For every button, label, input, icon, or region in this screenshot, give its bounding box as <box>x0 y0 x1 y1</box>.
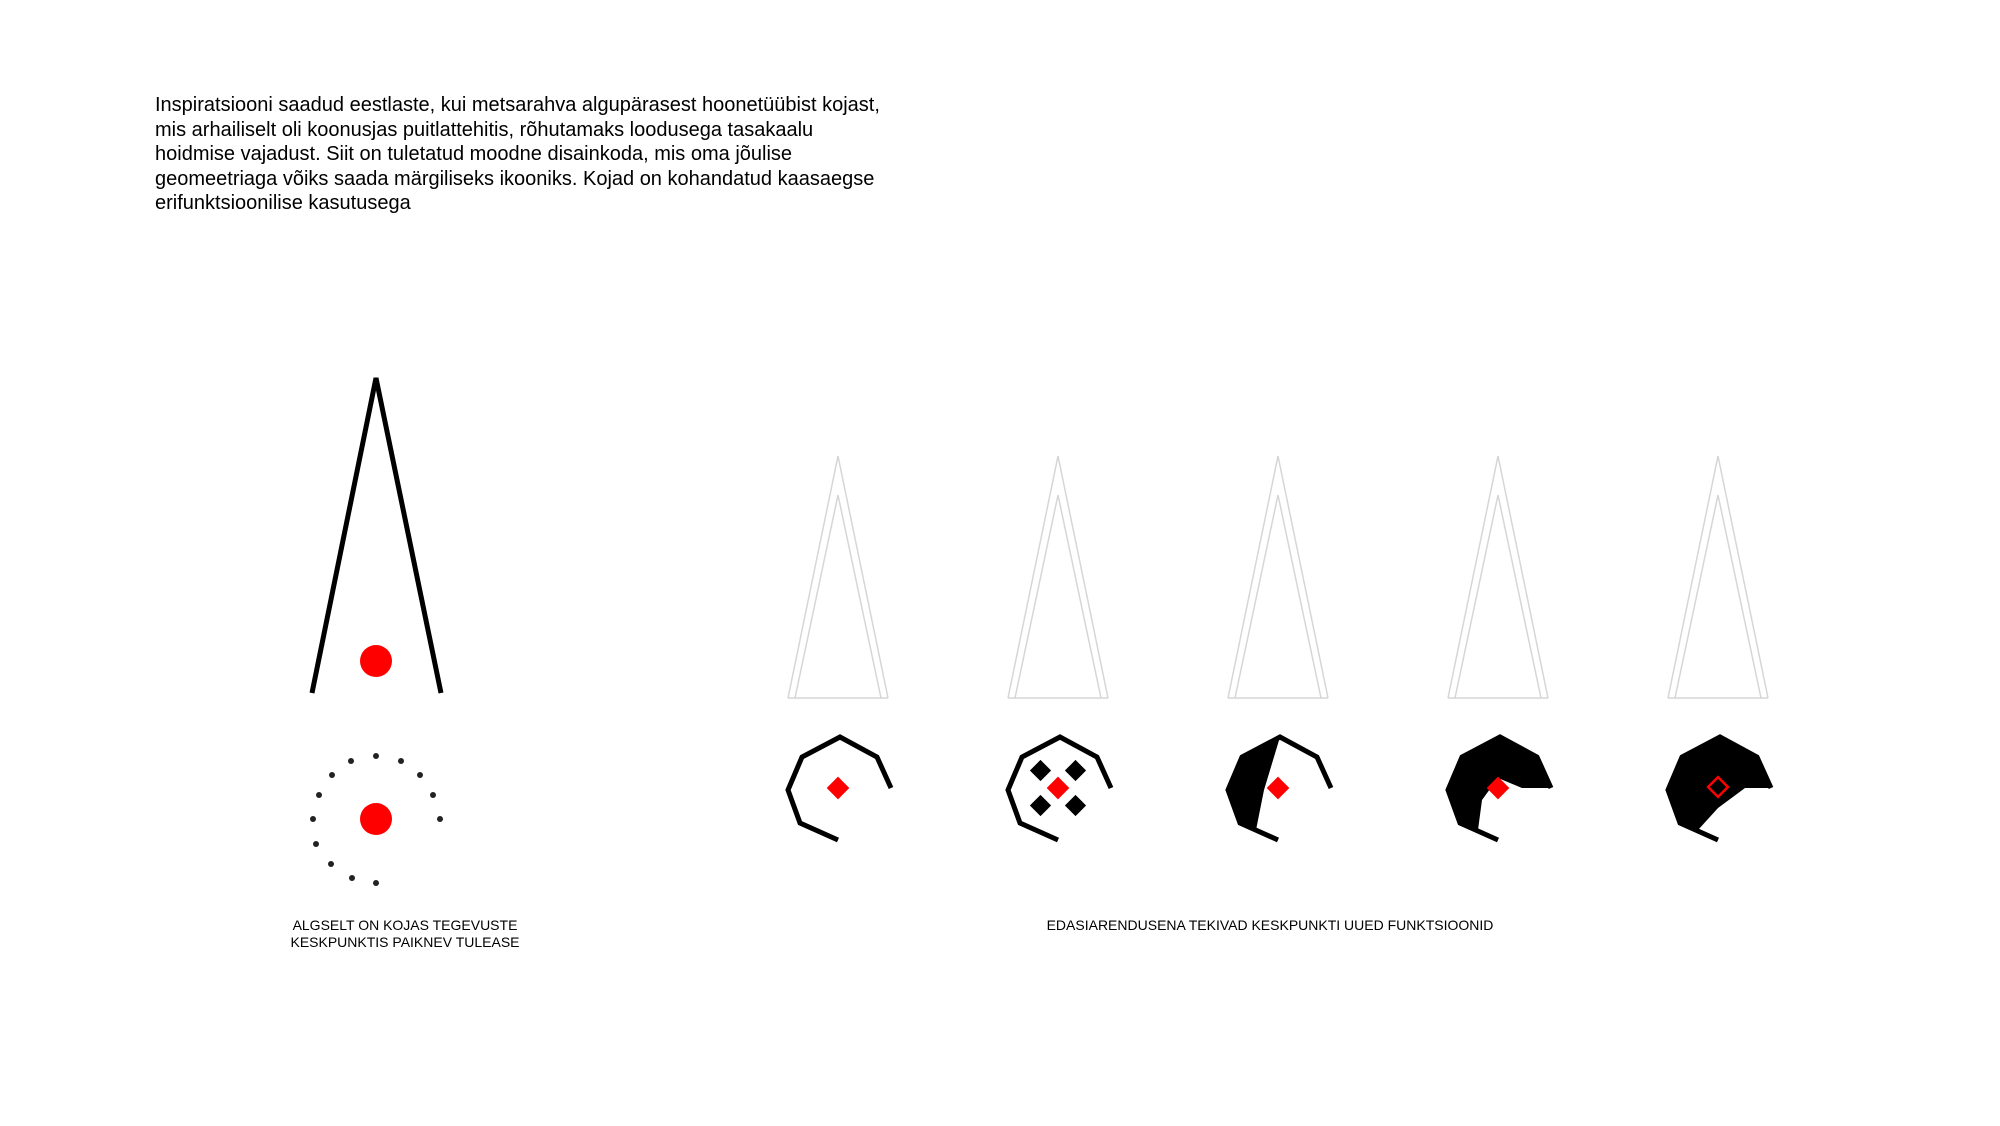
filled-segment <box>1668 737 1771 830</box>
caption-development <box>1010 917 1530 934</box>
variant-cone-5 <box>1668 456 1768 698</box>
caption-original <box>265 917 545 951</box>
original-kota-elevation <box>312 378 441 693</box>
intro-line: geomeetriaga võiks saada märgiliseks ikooniks. Kojad on kohandatud kaasaegse <box>155 167 875 190</box>
variant-cone-1 <box>788 456 888 698</box>
original-kota-plan <box>310 753 443 886</box>
variant-cones <box>788 456 1768 698</box>
fireplace-dot <box>360 645 392 677</box>
variant-plan-1 <box>788 737 891 840</box>
fireplace-dot <box>360 803 392 835</box>
variant-plan-3 <box>1228 737 1331 840</box>
variant-plan-2 <box>1008 737 1111 840</box>
intro-line: hoidmise vajadust. Siit on tuletatud moodne disainkoda, mis oma jõulise <box>155 143 793 165</box>
intro-line: Inspiratsiooni saadud eestlaste, kui metsarahva algupärasest hoonetüübist kojast, <box>155 94 880 116</box>
variant-plan-5 <box>1668 737 1771 840</box>
caption-line: EDASIARENDUSENA TEKIVAD KESKPUNKTI UUED FUNKTSIOONID <box>1046 917 1494 933</box>
intro-line: erifunktsioonilise kasutusega <box>155 192 411 214</box>
caption-line: KESKPUNKTIS PAIKNEV TULEASE <box>290 934 520 950</box>
variant-cone-3 <box>1228 456 1328 698</box>
center-diamond <box>1047 777 1070 800</box>
variant-plan-4 <box>1448 737 1551 840</box>
caption-line: ALGSELT ON KOJAS TEGEVUSTE <box>292 917 518 933</box>
center-diamond <box>827 777 850 800</box>
intro-line: mis arhailiselt oli koonusjas puitlattehitis, rõhutamaks loodusega tasakaalu <box>155 118 814 141</box>
variant-cone-2 <box>1008 456 1108 698</box>
variant-cone-4 <box>1448 456 1548 698</box>
center-diamond <box>1267 777 1290 800</box>
